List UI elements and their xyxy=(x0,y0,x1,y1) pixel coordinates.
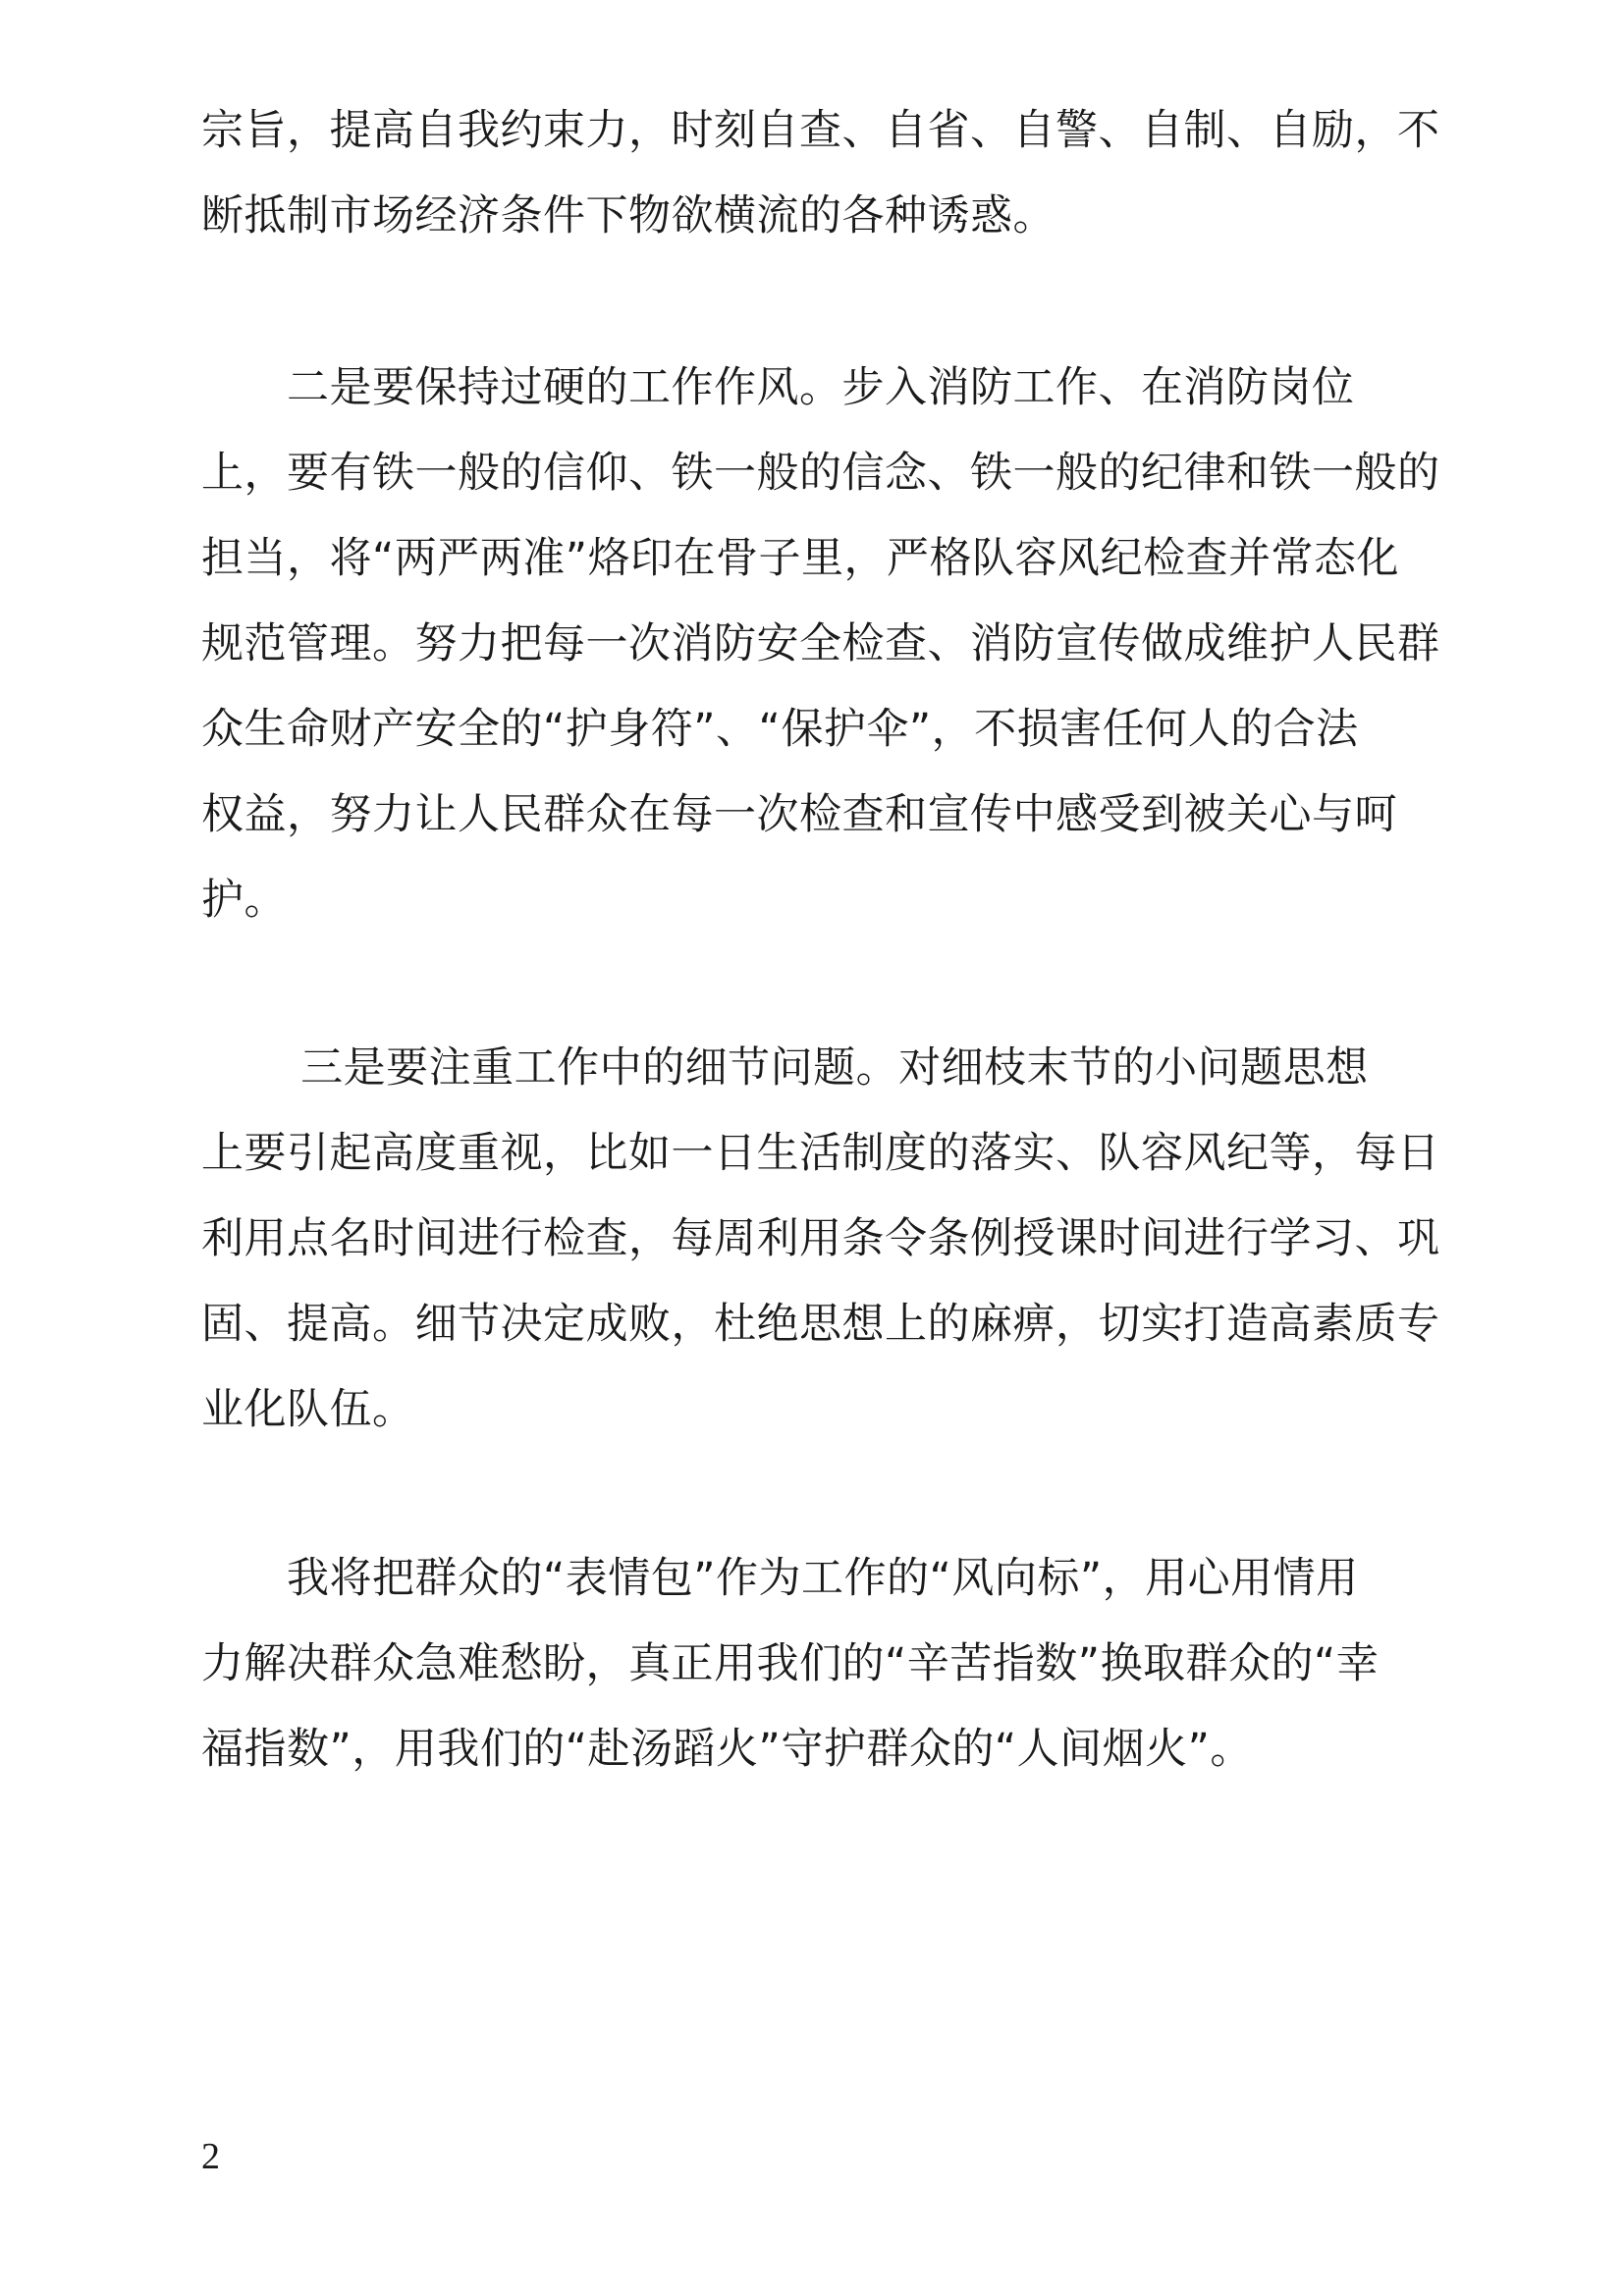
text-line: 众生命财产安全的“护身符”、“保护伞”，不损害任何人的合法 xyxy=(201,705,1359,754)
paragraph-continuation xyxy=(201,88,1478,259)
text-line: 断抵制市场经济条件下物欲横流的各种诱惑。 xyxy=(201,191,1056,240)
text-line: 护。 xyxy=(201,876,287,925)
text-line: 上要引起高度重视，比如一日生活制度的落实、队容风纪等，每日 xyxy=(201,1129,1440,1178)
text-line: 二是要保持过硬的工作作风。步入消防工作、在消防岗位 xyxy=(201,363,1355,412)
text-line: 力解决群众急难愁盼，真正用我们的“辛苦指数”换取群众的“幸 xyxy=(201,1639,1380,1688)
text-line: 固、提高。细节决定成败，杜绝思想上的麻痹，切实打造高素质专 xyxy=(201,1300,1440,1349)
text-line: 利用点名时间进行检查，每周利用条令条例授课时间进行学习、巩 xyxy=(201,1214,1440,1263)
text-line: 担当，将“两严两准”烙印在骨子里，严格队容风纪检查并常态化 xyxy=(201,534,1400,583)
text-line: 三是要注重工作中的细节问题。对细枝末节的小问题思想 xyxy=(201,1043,1369,1093)
text-line: 宗旨，提高自我约束力，时刻自查、自省、自警、自制、自励，不 xyxy=(201,106,1440,155)
paragraph-conclusion xyxy=(201,1536,1478,1792)
text-line: 我将把群众的“表情包”作为工作的“风向标”，用心用情用 xyxy=(201,1554,1359,1603)
text-line: 业化队伍。 xyxy=(201,1385,415,1434)
text-line: 上，要有铁一般的信仰、铁一般的信念、铁一般的纪律和铁一般的 xyxy=(201,449,1440,498)
text-line: 规范管理。努力把每一次消防安全检查、消防宣传做成维护人民群 xyxy=(201,619,1440,668)
paragraph-work-style xyxy=(201,346,1478,943)
text-line: 福指数”，用我们的“赴汤蹈火”守护群众的“人间烟火”。 xyxy=(201,1725,1253,1774)
page-number: 2 xyxy=(201,2136,220,2177)
text-line: 权益，努力让人民群众在每一次检查和宣传中感受到被关心与呵 xyxy=(201,790,1397,839)
paragraph-details xyxy=(201,1026,1478,1453)
